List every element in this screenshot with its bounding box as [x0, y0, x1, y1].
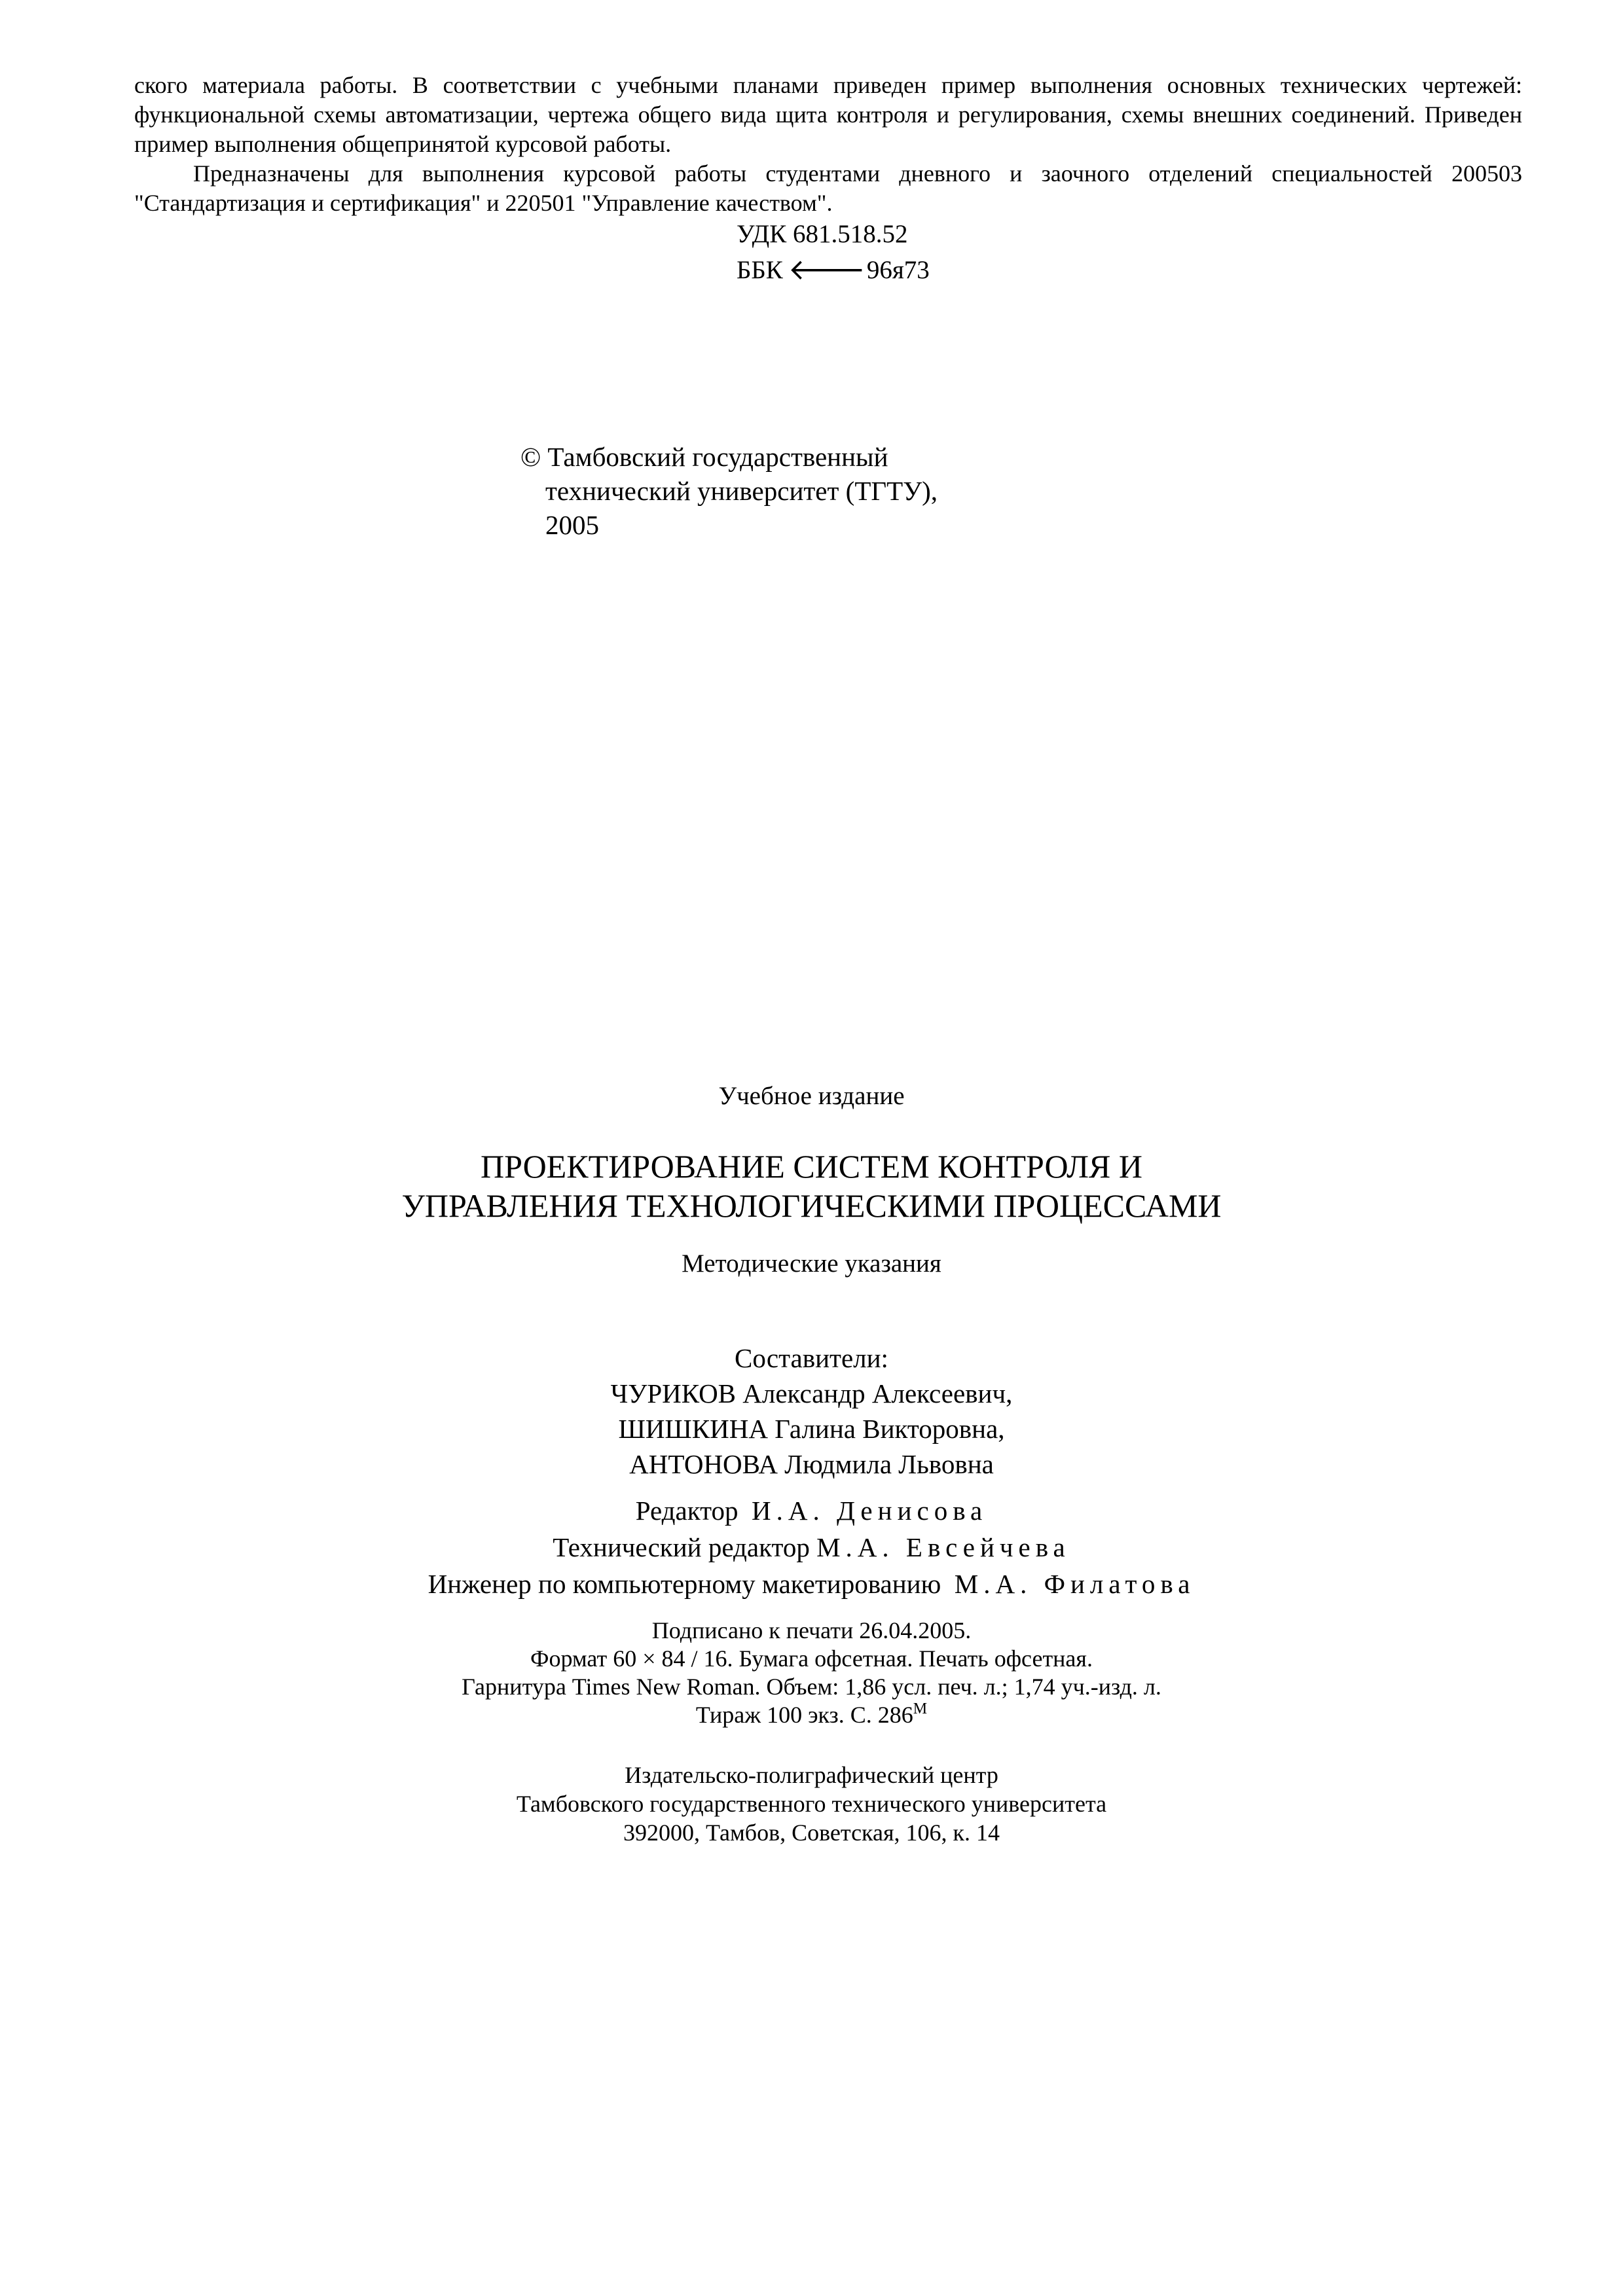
udk-label: УДК [737, 220, 787, 248]
compilers-label: Составители: [735, 1343, 888, 1373]
edition-type: Учебное издание [718, 1082, 905, 1110]
compiler-name: ЧУРИКОВ Александр Алексеевич, [610, 1378, 1013, 1408]
circulation-row [0, 1701, 1623, 1729]
subtitle: Методические указания [682, 1249, 941, 1278]
udk-value: 681.518.52 [793, 220, 908, 248]
abstract-block [134, 71, 1522, 218]
title-line-2: УПРАВЛЕНИЯ ТЕХНОЛОГИЧЕСКИМИ ПРОЦЕССАМИ [401, 1187, 1222, 1224]
tech-editor-name: М.А. Евсейчева [816, 1532, 1070, 1562]
compiler-name: ШИШКИНА Галина Викторовна, [618, 1414, 1005, 1444]
circulation-superscript: М [913, 1700, 928, 1717]
abstract-paragraph-1: ского материала работы. В соответствии с учебными планами приведен пример выполнения основных технических чертежей: функциональной схемы автоматизации, чертежа общего вида щита контроля и регулирования, схемы внешних соединений. Приведен пример выполнения общепринятой курсовой работы. [134, 72, 1522, 157]
editor-role: Редактор [635, 1496, 739, 1526]
layout-engineer-row [0, 1566, 1623, 1602]
signed-date: Подписано к печати 26.04.2005. [651, 1617, 972, 1643]
editor-row [0, 1492, 1623, 1529]
copyright-line-3: 2005 [545, 510, 599, 540]
publisher-block [0, 1761, 1623, 1847]
editor-name: И.А. Денисова [752, 1496, 988, 1526]
bbk-label: ББК [737, 256, 783, 284]
layout-engineer-name: М.А. Филатова [954, 1569, 1195, 1599]
copyright-line-1: © Тамбовский государственный [520, 442, 888, 472]
tech-editor-role: Технический редактор [553, 1532, 810, 1562]
publisher-line-2: Тамбовского государственного технического университета [516, 1791, 1107, 1817]
print-format: Формат 60 × 84 / 16. Бумага офсетная. Печать офсетная. [530, 1645, 1093, 1672]
arrow-left-icon: 🡐 [788, 253, 866, 287]
tech-editor-row [0, 1529, 1623, 1566]
bbk-row [737, 252, 930, 288]
bbk-value: 96я73 [866, 256, 930, 284]
classification-codes [737, 216, 930, 288]
editors-block [0, 1492, 1623, 1602]
abstract-paragraph-2: Предназначены для выполнения курсовой работы студентами дневного и заочного отделений специальностей 200503 "Стандартизация и сертификация" и 220501 "Управление качеством". [134, 160, 1522, 216]
print-info-block [0, 1617, 1623, 1729]
title-line-1: ПРОЕКТИРОВАНИЕ СИСТЕМ КОНТРОЛЯ И [481, 1148, 1142, 1185]
layout-engineer-role: Инженер по компьютерному макетированию [428, 1569, 941, 1599]
compiler-name: АНТОНОВА Людмила Львовна [629, 1449, 994, 1479]
udk-row [737, 216, 930, 252]
typeface-volume: Гарнитура Times New Roman. Объем: 1,86 усл. печ. л.; 1,74 уч.-изд. л. [462, 1674, 1161, 1700]
copyright-line-2: технический университет (ТГТУ), [545, 476, 938, 506]
copyright-block [520, 440, 938, 542]
main-title [0, 1147, 1623, 1225]
compilers-block [0, 1340, 1623, 1482]
circulation: Тираж 100 экз. С. 286 [695, 1702, 913, 1728]
publisher-line-1: Издательско-полиграфический центр [625, 1762, 998, 1788]
publisher-line-3: 392000, Тамбов, Советская, 106, к. 14 [623, 1820, 1000, 1846]
